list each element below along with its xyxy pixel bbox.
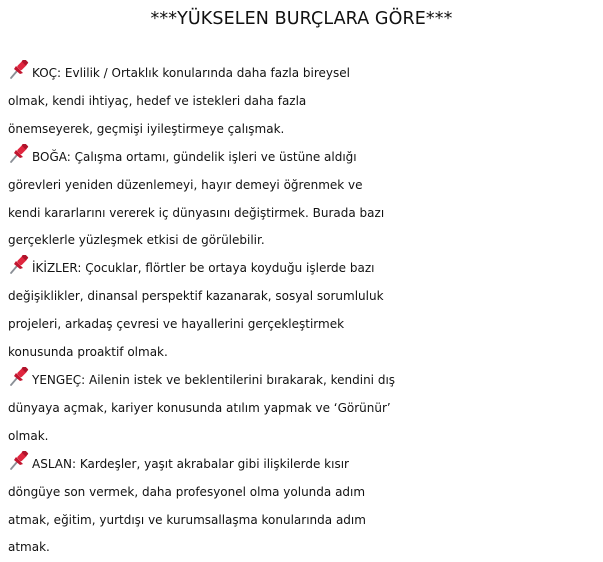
entry-ikizler — [8, 255, 600, 367]
entry-line: değişiklikler, dinansal perspektif kazanarak, sosyal sorumluluk — [8, 289, 384, 304]
entry-aslan — [8, 451, 600, 562]
entry-line: İKİZLER: Çocuklar, flörtler be ortaya koyduğu işlerde bazı — [8, 255, 600, 283]
entry-line: konusunda proaktif olmak. — [8, 345, 168, 360]
entry-line: BOĞA: Çalışma ortamı, gündelik işleri ve üstüne aldığı — [8, 144, 600, 172]
pushpin-icon — [8, 367, 30, 387]
pushpin-icon — [8, 144, 30, 164]
entry-line: döngüye son vermek, daha profesyonel olma yolunda adım — [8, 484, 366, 499]
entry-line: ASLAN: Kardeşler, yaşıt akrabalar gibi ilişkilerde kısır — [8, 451, 600, 479]
pushpin-icon — [8, 60, 30, 80]
pushpin-icon — [8, 255, 30, 275]
entry-koc — [8, 60, 600, 144]
entry-line: olmak, kendi ihtiyaç, hedef ve istekleri daha fazla — [8, 93, 307, 108]
entry-line: kendi kararlarını vererek iç dünyasını değiştirmek. Burada bazı — [8, 205, 385, 220]
entry-line: gerçeklerle yüzleşmek etkisi de görülebilir. — [8, 233, 265, 248]
entry-line: dünyaya açmak, kariyer konusunda atılım yapmak ve ‘Görünür’ — [8, 400, 391, 415]
entry-line: projeleri, arkadaş çevresi ve hayallerini gerçekleştirmek — [8, 317, 345, 332]
entry-line: olmak. — [8, 428, 49, 443]
entry-line: KOÇ: Evlilik / Ortaklık konularında daha fazla bireysel — [8, 60, 600, 88]
post-title: ***YÜKSELEN BURÇLARA GÖRE*** — [150, 9, 453, 29]
horoscope-entries — [8, 60, 600, 562]
entry-line: atmak, eğitim, yurtdışı ve kurumsallaşma konularında adım — [8, 512, 366, 527]
entry-line: görevleri yeniden düzenlemeyi, hayır demeyi öğrenmek ve — [8, 177, 363, 192]
entry-line: YENGEÇ: Ailenin istek ve beklentilerini bırakarak, kendini dış — [8, 367, 600, 395]
pushpin-icon — [8, 451, 30, 471]
entry-yengec — [8, 367, 600, 451]
entry-line: atmak. — [8, 540, 50, 555]
entry-line: önemseyerek, geçmişi iyileştirmeye çalışmak. — [8, 121, 285, 136]
entry-boga — [8, 144, 600, 256]
